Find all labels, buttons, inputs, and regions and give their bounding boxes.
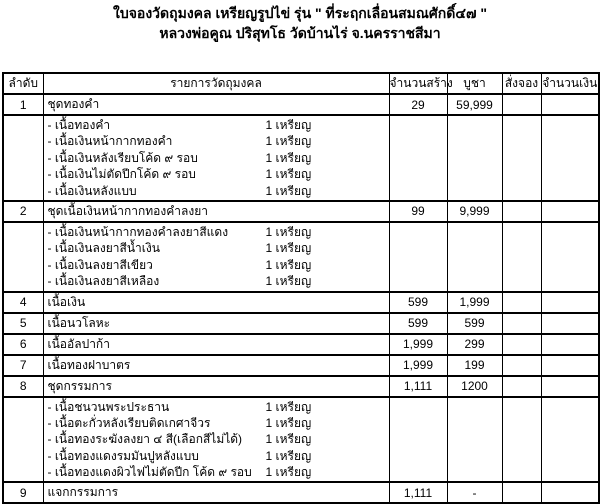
row-no: 5 <box>3 313 43 334</box>
sub-item-qty: 1 เหรียญ <box>265 118 312 132</box>
sub-item-name: - เนื้อเงินไม่ตัดปีกโค้ด ๙ รอบ <box>47 167 196 182</box>
sub-item-qty: 1 เหรียญ <box>265 274 312 289</box>
sub-item-qty: 1 เหรียญ <box>265 257 312 272</box>
sub-item-name: - เนื้อทองคำ <box>47 118 111 132</box>
order-cell <box>502 313 541 334</box>
order-cell <box>502 376 541 397</box>
table-header-row <box>3 73 599 94</box>
price-value: 199 <box>447 355 502 376</box>
sub-item-line <box>48 240 389 256</box>
qty-made: 99 <box>389 201 447 222</box>
row-no: 1 <box>3 94 43 115</box>
row-no: 2 <box>3 201 43 222</box>
table-row <box>3 376 599 397</box>
sub-item-line <box>48 133 389 149</box>
sub-item-line <box>48 415 389 431</box>
row-no-empty <box>3 397 43 483</box>
price-value: 599 <box>447 313 502 334</box>
price-empty <box>447 115 502 201</box>
sub-item-line <box>48 166 389 182</box>
qty-made-empty <box>389 397 447 483</box>
qty-made-empty <box>389 115 447 201</box>
qty-made: 1,999 <box>389 355 447 376</box>
order-cell <box>502 355 541 376</box>
sub-item-group <box>3 397 599 483</box>
col-header-made: จำนวนสร้าง <box>389 73 447 94</box>
amount-cell <box>541 94 599 115</box>
amount-empty <box>541 397 599 483</box>
sub-item-name: - เนื้อเงินหลังแบบ <box>47 183 137 198</box>
sub-item-line <box>48 448 389 464</box>
row-no: 6 <box>3 334 43 355</box>
amount-cell <box>541 355 599 376</box>
page-title: ใบจองวัดถุมงคล เหรียญรูปไข่ รุ่น " ที่ระฤกเลื่อนสมณศักดิ์๔๗ " <box>112 5 487 21</box>
qty-made: 29 <box>389 94 447 115</box>
item-name: แจกกรรมการ <box>43 482 389 503</box>
sub-item-name: - เนื้อตะกั่วหลังเรียบติดเกศาจีวร <box>47 415 211 430</box>
price-value: - <box>447 482 502 503</box>
sub-item-name: - เนื้อเงินลงยาสีเหลือง <box>47 274 160 289</box>
table-row <box>3 292 599 313</box>
qty-made: 1,111 <box>389 482 447 503</box>
row-no-empty <box>3 115 43 201</box>
sub-item-name: - เนื้อทองแดงรมมันปูหลังแบบ <box>47 448 199 463</box>
table-row <box>3 201 599 222</box>
table-row <box>3 482 599 503</box>
row-no: 8 <box>3 376 43 397</box>
amount-cell <box>541 313 599 334</box>
sub-item-name: - เนื้อเงินหลังเรียบโค้ด ๙ รอบ <box>47 150 198 165</box>
order-cell <box>502 201 541 222</box>
order-cell <box>502 94 541 115</box>
row-no-empty <box>3 222 43 292</box>
item-name: ชุดเนื้อเงินหน้ากากทองคำลงยา <box>43 201 389 222</box>
table-row <box>3 355 599 376</box>
sub-item-line <box>48 431 389 447</box>
sub-item-name: - เนื้อเงินหน้ากากทองคำ <box>47 134 173 149</box>
amount-empty <box>541 222 599 292</box>
amount-cell <box>541 482 599 503</box>
qty-made: 1,999 <box>389 334 447 355</box>
price-value: 299 <box>447 334 502 355</box>
qty-made-empty <box>389 222 447 292</box>
sub-item-name: - เนื้อชนวนพระประธาน <box>47 399 170 414</box>
table-row <box>3 313 599 334</box>
col-header-no: ลำดับ <box>3 73 43 94</box>
price-value: 1,999 <box>447 292 502 313</box>
sub-item-qty: 1 เหรียญ <box>265 224 312 239</box>
qty-made: 599 <box>389 313 447 334</box>
sub-item-qty: 1 เหรียญ <box>265 134 312 149</box>
amount-cell <box>541 376 599 397</box>
amount-empty <box>541 115 599 201</box>
price-value: 1200 <box>447 376 502 397</box>
sub-item-qty: 1 เหรียญ <box>265 167 312 182</box>
sub-item-name: - เนื้อเงินลงยาสีน้ำเงิน <box>47 241 160 256</box>
sub-item-line <box>48 183 389 199</box>
order-cell <box>502 292 541 313</box>
sub-item-group <box>3 115 599 201</box>
row-no: 4 <box>3 292 43 313</box>
sub-item-list <box>43 115 389 201</box>
sub-item-line <box>48 150 389 166</box>
sub-item-line <box>48 224 389 240</box>
sub-item-name: - เนื้อเงินลงยาสีเขียว <box>47 257 153 272</box>
price-empty <box>447 222 502 292</box>
order-empty <box>502 222 541 292</box>
sub-item-line <box>48 464 389 480</box>
row-no: 7 <box>3 355 43 376</box>
item-name: ชุดกรรมการ <box>43 376 389 397</box>
col-header-amount: จำนวนเงิน <box>541 73 599 94</box>
sub-item-qty: 1 เหรียญ <box>265 448 312 463</box>
amount-cell <box>541 292 599 313</box>
col-header-price: บูชา <box>447 73 502 94</box>
sub-item-name: - เนื้อทองแดงผิวไฟไม่ตัดปีก โค้ด ๙ รอบ <box>47 465 252 480</box>
row-no: 9 <box>3 482 43 503</box>
sub-item-name: - เนื้อทองระฆังลงยา ๔ สี(เลือกสีไม่ได้) <box>47 432 243 447</box>
price-value: 59,999 <box>447 94 502 115</box>
order-table-body <box>3 94 599 503</box>
order-empty <box>502 397 541 483</box>
price-empty <box>447 397 502 483</box>
sub-item-qty: 1 เหรียญ <box>265 183 312 198</box>
sub-item-group <box>3 222 599 292</box>
sub-item-qty: 1 เหรียญ <box>265 415 312 430</box>
col-header-item: รายการวัดถุมงคล <box>43 73 389 94</box>
item-name: ชุดทองคำ <box>43 94 389 115</box>
sub-item-line <box>48 399 389 415</box>
page-subtitle: หลวงพ่อคูณ ปริสุทโธ วัดบ้านไร่ จ.นครราชสีมา <box>159 25 441 41</box>
table-row <box>3 334 599 355</box>
sub-item-list <box>43 397 389 483</box>
sub-item-qty: 1 เหรียญ <box>265 399 312 414</box>
item-name: เนื้อเงิน <box>43 292 389 313</box>
amount-cell <box>541 334 599 355</box>
sub-item-line <box>48 257 389 273</box>
item-name: เนื้อทองฝาบาตร <box>43 355 389 376</box>
sub-item-qty: 1 เหรียญ <box>265 241 312 256</box>
sub-item-qty: 1 เหรียญ <box>265 432 312 447</box>
sub-item-qty: 1 เหรียญ <box>265 465 312 480</box>
price-value: 9,999 <box>447 201 502 222</box>
col-header-order: สั่งจอง <box>502 73 541 94</box>
qty-made: 1,111 <box>389 376 447 397</box>
table-row <box>3 94 599 115</box>
amount-cell <box>541 201 599 222</box>
order-cell <box>502 482 541 503</box>
order-empty <box>502 115 541 201</box>
item-name: เนื้อนวโลหะ <box>43 313 389 334</box>
order-cell <box>502 334 541 355</box>
sub-item-line <box>48 273 389 289</box>
item-name: เนื้ออัลปาก้า <box>43 334 389 355</box>
sub-item-qty: 1 เหรียญ <box>265 150 312 165</box>
sub-item-name: - เนื้อเงินหน้ากากทองคำลงยาสีแดง <box>47 224 229 239</box>
sub-item-list <box>43 222 389 292</box>
qty-made: 599 <box>389 292 447 313</box>
order-table <box>2 72 600 504</box>
sub-item-line <box>48 117 389 133</box>
